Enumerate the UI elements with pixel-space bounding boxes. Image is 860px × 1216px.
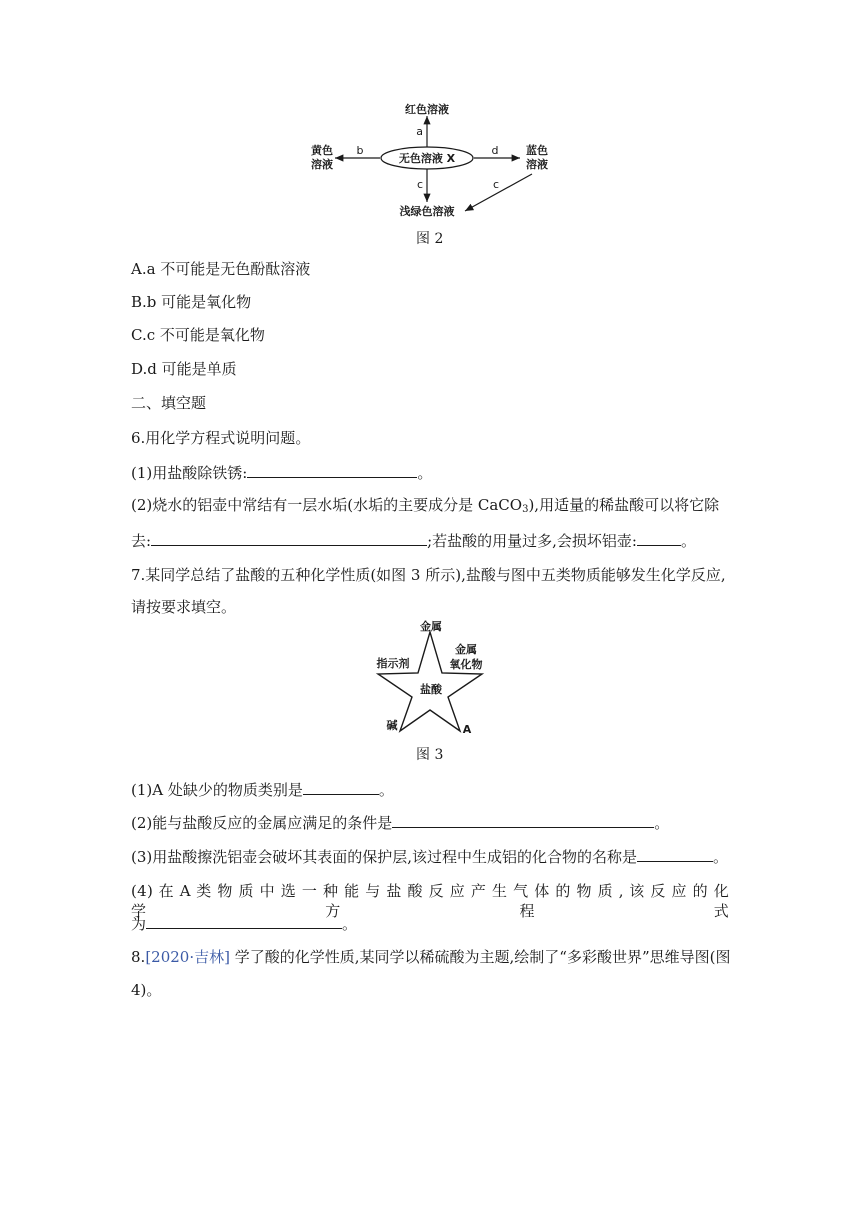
q6-part2-blank1[interactable]: [151, 530, 427, 546]
figure-3-caption: 图 3: [416, 747, 444, 763]
q7-part4-line1: (4) 在 A 类 物 质 中 选 一 种 能 与 盐 酸 反 应 产 生 气 体 的 物 质 , 该 反 应 的 化 学 方 程 式: [131, 882, 729, 920]
star-bottom-right: A: [462, 723, 472, 736]
option-a: A.a 不可能是无色酚酞溶液: [131, 260, 311, 278]
q7-part2: [131, 812, 669, 833]
star-right-bottom: 氧化物: [449, 658, 483, 671]
arrow-c2-label: c: [492, 178, 500, 191]
q7-part2-text: (2)能与盐酸反应的金属应满足的条件是: [131, 814, 393, 832]
q6-part2-text-b: ),用适量的稀盐酸可以将它除: [528, 496, 720, 514]
star-right-top: 金属: [455, 643, 477, 656]
q7-part4-blank[interactable]: [146, 913, 342, 929]
q6-part2-text-a: (2)烧水的铝壶中常结有一层水垢(水垢的主要成分是 CaCO: [131, 496, 523, 514]
q7-part4-end: 。: [342, 915, 358, 933]
q6-part2-text-d: ;若盐酸的用量过多,会损坏铝壶:: [427, 532, 637, 550]
q8-number: 8.: [131, 948, 146, 966]
q6-part2-end: 。: [680, 532, 696, 550]
arrow-d-label: d: [491, 144, 499, 157]
q6-part1-text: (1)用盐酸除铁锈:: [131, 464, 248, 482]
center-label: 无色溶液 X: [398, 152, 456, 165]
option-d: D.d 可能是单质: [131, 360, 237, 378]
right-label-1: 蓝色: [526, 144, 548, 157]
q7-stem-line2: 请按要求填空。: [131, 598, 237, 616]
q7-part4-line2: [131, 913, 357, 934]
arrow-a-label: a: [416, 125, 423, 138]
q6-part1-blank[interactable]: [247, 462, 417, 478]
star-center: 盐酸: [420, 683, 442, 696]
option-b: B.b 可能是氧化物: [131, 293, 252, 311]
top-label: 红色溶液: [405, 103, 449, 116]
q7-part3-end: 。: [713, 848, 729, 866]
q7-part1-blank[interactable]: [303, 779, 379, 795]
figure-3-star: [360, 618, 500, 736]
q6-stem: 6.用化学方程式说明问题。: [131, 429, 311, 447]
option-c: C.c 不可能是氧化物: [131, 326, 265, 344]
q7-part1-text: (1)A 处缺少的物质类别是: [131, 781, 303, 799]
q7-part3-blank[interactable]: [637, 846, 713, 862]
q6-part2-line2: [131, 530, 696, 551]
bottom-label: 浅绿色溶液: [399, 205, 455, 218]
figure-2-caption: 图 2: [416, 231, 444, 247]
q6-part2-subscript: 3: [522, 504, 529, 515]
star-top: 金属: [420, 620, 442, 633]
q6-part2-line1: [131, 495, 719, 520]
q6-part1: [131, 462, 432, 483]
q7-part2-end: 。: [654, 814, 670, 832]
q7-part1-end: 。: [378, 781, 394, 799]
q8-source: [2020·吉林]: [145, 948, 230, 966]
arrow-b-label: b: [356, 144, 364, 157]
q7-part3: [131, 846, 728, 867]
arrow-c-label: c: [416, 178, 423, 191]
right-label-2: 溶液: [526, 158, 548, 171]
star-bottom-left: 碱: [386, 719, 398, 732]
q6-part2-text-c: 去:: [131, 532, 152, 550]
q8-line1: [131, 947, 730, 967]
star-left: 指示剂: [376, 657, 410, 670]
q8-line2: 4)。: [131, 981, 162, 999]
q7-part1: [131, 779, 394, 800]
q7-part2-blank[interactable]: [392, 812, 654, 828]
q6-part1-end: 。: [417, 464, 433, 482]
left-label-1: 黄色: [311, 144, 333, 157]
q8-text: 学了酸的化学性质,某同学以稀硫酸为主题,绘制了“多彩酸世界”思维导图(图: [229, 948, 731, 966]
left-label-2: 溶液: [311, 158, 333, 171]
q7-part3-text: (3)用盐酸擦洗铝壶会破坏其表面的保护层,该过程中生成铝的化合物的名称是: [131, 848, 638, 866]
q7-part4-text: 为: [131, 915, 147, 933]
section-heading: 二、填空题: [131, 394, 207, 412]
q6-part2-blank2[interactable]: [637, 530, 681, 546]
q7-stem-line1: 7.某同学总结了盐酸的五种化学性质(如图 3 所示),盐酸与图中五类物质能够发生化学反应,: [131, 566, 726, 584]
figure-2-diagram: [300, 96, 570, 226]
